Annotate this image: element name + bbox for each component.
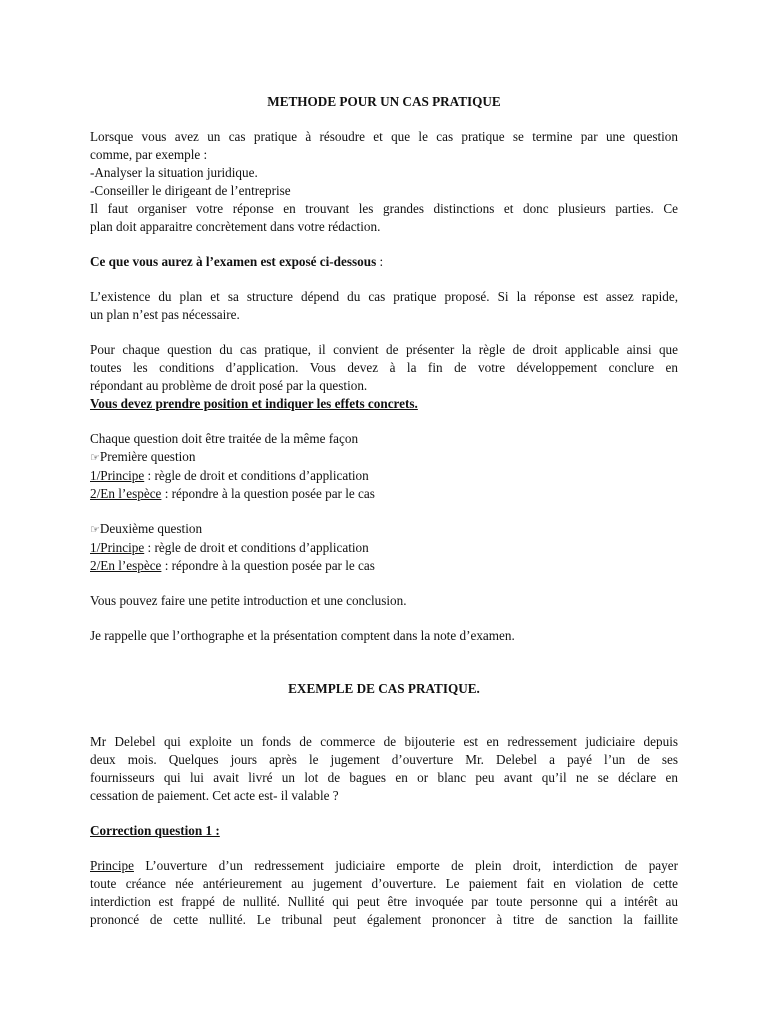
exam-heading-line [90,253,678,271]
intro-paragraph [90,128,678,236]
text-line: Il faut organiser votre réponse en trouvant les grandes distinctions et donc plusieurs parties. Ce [90,201,678,216]
text-line: -Conseiller le dirigeant de l’entreprise [90,183,291,198]
principe-label: 1/Principe [90,540,145,555]
pointing-hand-icon: ☞ [90,523,100,536]
text-line: -Analyser la situation juridique. [90,165,258,180]
principe-text: : règle de droit et conditions d’application [144,540,369,555]
principe-line [90,467,678,485]
reminder-line: Je rappelle que l’orthographe et la présentation comptent dans la note d’examen. [90,628,515,643]
question-2-block [90,520,678,575]
text-line: cessation de paiement. Cet acte est- il valable ? [90,788,339,803]
question-label: Deuxième question [99,521,203,536]
text-line: répondant au problème de droit posé par la question. [90,378,368,393]
correction-text: L’ouverture d’un redressement judiciaire emporte de plein droit, interdiction de payer [133,858,678,873]
espece-label: 2/En l’espèce [90,486,162,501]
principe-text: : règle de droit et conditions d’application [144,468,369,483]
pointing-hand-icon: ☞ [90,451,100,464]
text-line: toute créance née antérieurement au jugement d’ouverture. Le paiement fait en violation de cette [90,876,678,891]
case-paragraph [90,733,678,805]
text-line: Lorsque vous avez un cas pratique à résoudre et que le cas pratique se termine par une question [90,129,678,144]
intro-conclusion-line: Vous pouvez faire une petite introduction et une conclusion. [90,593,407,608]
question-heading [90,448,678,467]
principe-label: 1/Principe [90,468,145,483]
question-1-block [90,448,678,503]
text-line: toutes les conditions d’application. Vous devez à la fin de votre développement conclure en [90,360,678,375]
plan-paragraph [90,288,678,324]
text-line: L’existence du plan et sa structure dépend du cas pratique proposé. Si la réponse est assez rapide, [90,289,678,304]
text-line: comme, par exemple : [90,147,208,162]
espece-text: : répondre à la question posée par le cas [161,486,375,501]
text-line: Mr Delebel qui exploite un fonds de commerce de bijouterie est en redressement judiciaire depuis [90,734,678,749]
document-title: METHODE POUR UN CAS PRATIQUE [267,94,501,109]
question-heading [90,520,678,539]
emphasis-line: Vous devez prendre position et indiquer les effets concrets. [90,396,418,411]
principe-label: Principe [90,858,134,873]
text-line: fournisseurs qui lui avait livré un lot de bagues en or blanc peu avant qu’il ne se déclare en [90,770,678,785]
each-question-paragraph [90,341,678,413]
question-label: Première question [99,449,196,464]
text-line: plan doit apparaitre concrètement dans votre rédaction. [90,219,381,234]
text-line: prononcé de cette nullité. Le tribunal peut également prononcer à titre de sanction la faillite [90,912,678,927]
espece-text: : répondre à la question posée par le cas [161,558,375,573]
text-line [90,857,678,875]
exam-heading-suffix: : [376,254,384,269]
correction-paragraph [90,857,678,929]
text-line: interdiction est frappé de nullité. Nullité qui peut être invoquée par toute personne qui a intérêt au [90,894,678,909]
correction-title: Correction question 1 : [90,823,220,838]
exam-heading: Ce que vous aurez à l’examen est exposé ci-dessous [90,254,377,269]
espece-label: 2/En l’espèce [90,558,162,573]
same-way-line: Chaque question doit être traitée de la même façon [90,431,359,446]
espece-line [90,485,678,503]
text-line: un plan n’est pas nécessaire. [90,307,240,322]
principe-line [90,539,678,557]
example-title: EXEMPLE DE CAS PRATIQUE. [288,681,480,696]
espece-line [90,557,678,575]
text-line: deux mois. Quelques jours après le jugement d’ouverture Mr. Delebel a payé l’un de ses [90,752,678,767]
text-line: Pour chaque question du cas pratique, il convient de présenter la règle de droit applicable ainsi que [90,342,678,357]
